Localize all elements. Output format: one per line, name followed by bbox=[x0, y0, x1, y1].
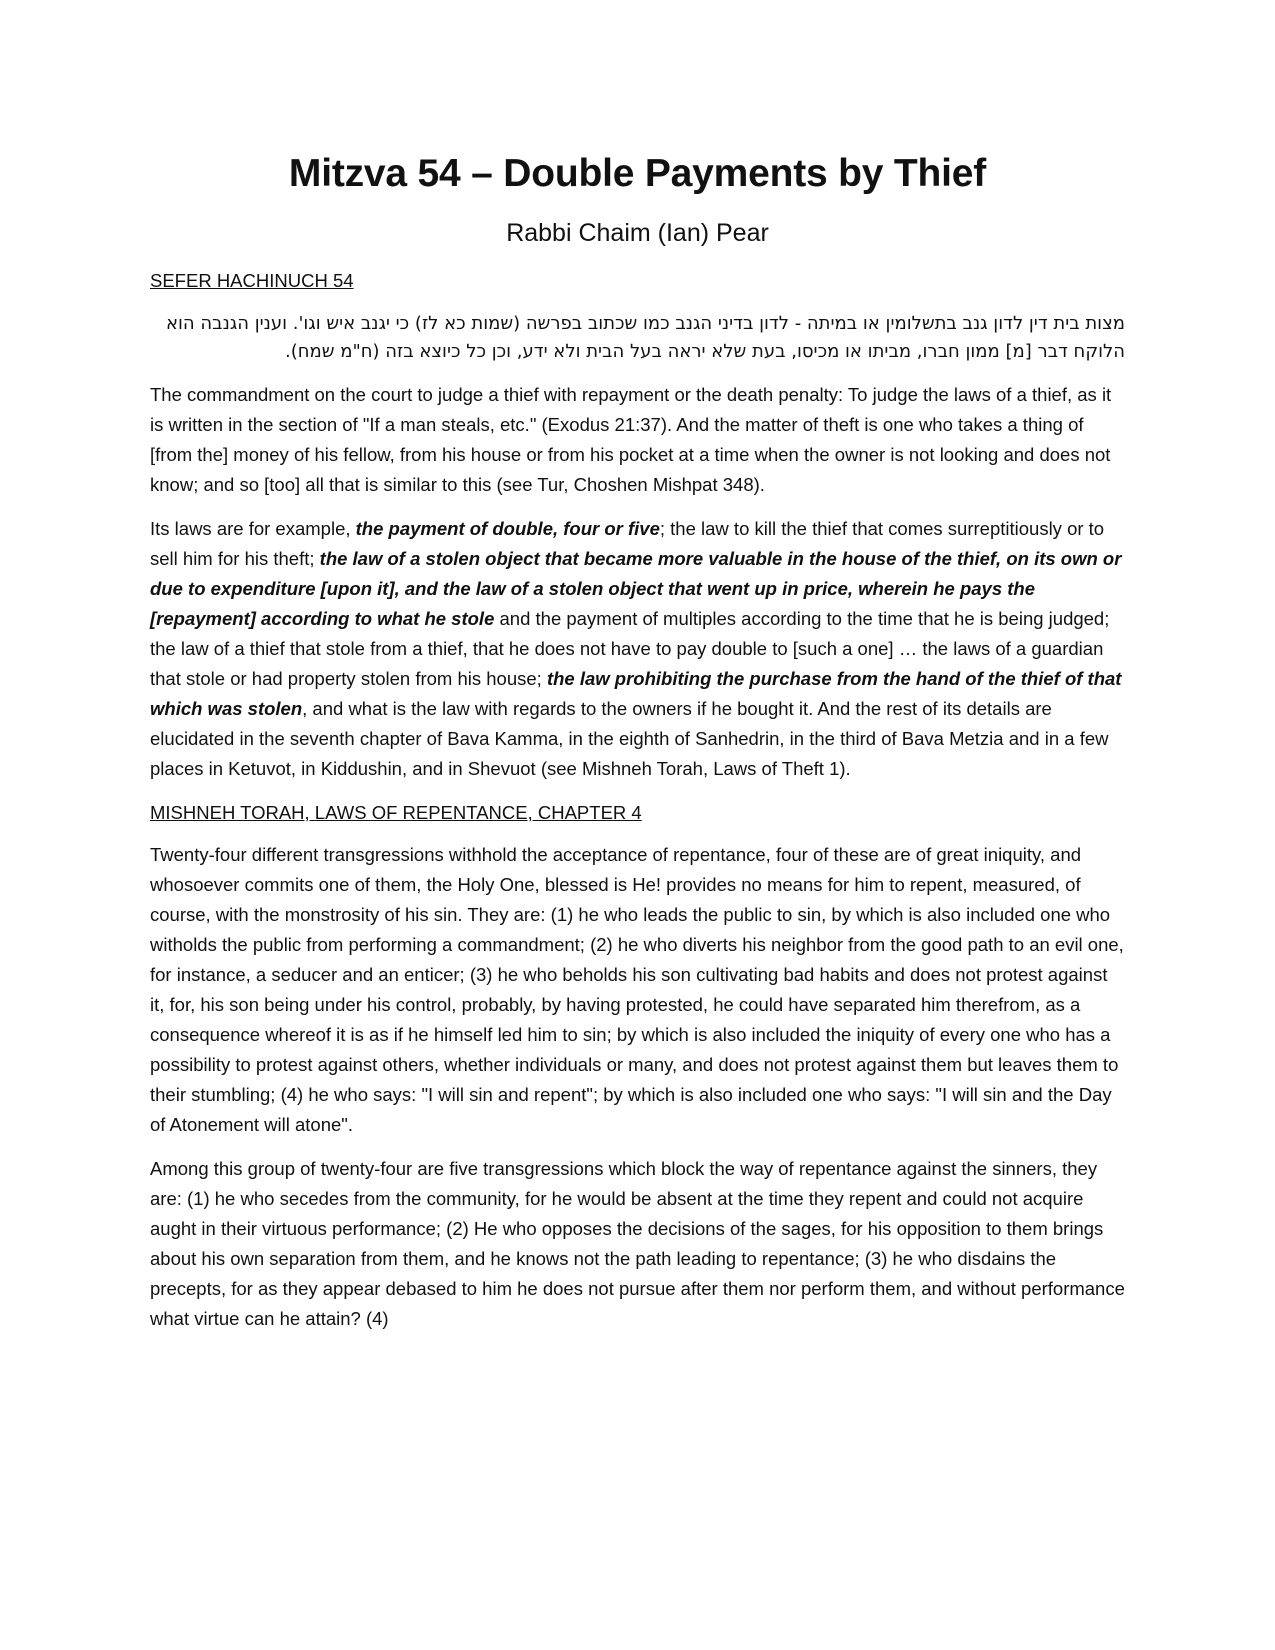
section-heading-sefer-hachinuch: SEFER HACHINUCH 54 bbox=[150, 270, 354, 291]
laws-emphasis: the law of a stolen object that became more valuable in the house of the thief, on its own or due to expenditure [upon it], and the law of a stolen object that went up in price, wherein he pays the [repayment] according to what he stole bbox=[150, 548, 1122, 629]
laws-paragraph bbox=[150, 514, 1125, 784]
translation-paragraph: The commandment on the court to judge a thief with repayment or the death penalty: To judge the laws of a thief, as it is written in the section of "If a man steals, etc." (Exodus 21:37). And the matter of theft is one who takes a thing of [from the] money of his fellow, from his house or from his pocket at a time when the owner is not looking and does not know; and so [too] all that is similar to this (see Tur, Choshen Mishpat 348). bbox=[150, 384, 1112, 495]
page-title: Mitzva 54 – Double Payments by Thief bbox=[288, 152, 987, 195]
repentance-paragraph-1: Twenty-four different transgressions withhold the acceptance of repentance, four of these are of great iniquity, and whosoever commits one of them, the Holy One, blessed is He! provides no means for him to repent, measured, of course, with the monstrosity of his sin. They are: (1) he who leads the public to sin, by which is also included one who witholds the public from performing a commandment; (2) he who diverts his neighbor from the good path to an evil one, for instance, a seducer and an enticer; (3) he who beholds his son cultivating bad habits and does not protest against it, for, his son being under his control, probably, by having protested, he could have separated him therefrom, as a consequence whereof it is as if he himself led him to sin; by which is also included the iniquity of every one who has a possibility to protest against others, whether individuals or many, and does not protest against them but leaves them to their stumbling; (4) he who says: "I will sin and repent"; by which is also included one who says: "I will sin and the Day of Atonement will atone". bbox=[150, 844, 1124, 1135]
laws-text: Its laws are for example, bbox=[150, 518, 356, 539]
document-page bbox=[150, 150, 1125, 1334]
repentance-paragraph-2: Among this group of twenty-four are five transgressions which block the way of repentance against the sinners, they are: (1) he who secedes from the community, for he would be absent at the time they repent and could not acquire aught in their virtuous performance; (2) He who opposes the decisions of the sages, for his opposition to them brings about his own separation from them, and he knows not the path leading to repentance; (3) he who disdains the precepts, for as they appear debased to him he does not pursue after them nor perform them, and without performance what virtue can he attain? (4) bbox=[150, 1158, 1125, 1329]
laws-text: and the payment of multiples according to the time that he is being judged; the law of a thief that stole from a thief, that he does not have to pay double to [such a one] … the laws of a guardian that stole or had property stolen from his house; bbox=[150, 608, 1110, 689]
laws-emphasis: the payment of double, four or five bbox=[355, 518, 660, 539]
author-name: Rabbi Chaim (Ian) Pear bbox=[506, 219, 769, 247]
section-heading-mishneh-torah: MISHNEH TORAH, LAWS OF REPENTANCE, CHAPTER 4 bbox=[150, 802, 642, 823]
laws-text: , and what is the law with regards to the owners if he bought it. And the rest of its details are elucidated in the seventh chapter of Bava Kamma, in the eighth of Sanhedrin, in the third of Bava Metzia and in a few places in Ketuvot, in Kiddushin, and in Shevuot (see Mishneh Torah, Laws of Theft 1). bbox=[150, 698, 1109, 779]
hebrew-source-text: מצות בית דין לדון גנב בתשלומין או במיתה - לדון בדיני הגנב כמו שכתוב בפרשה (שמות כא לז) כי יגנב איש וגו'. וענין הגנבה הוא הלוקח דבר [מ] ממון חברו, מביתו או מכיסו, בעת שלא יראה בעל הבית ולא ידע, וכן כל כיוצא בזה (ח"מ שמח). bbox=[166, 313, 1125, 362]
laws-emphasis: the law prohibiting the purchase from the hand of the thief of that which was stolen bbox=[150, 668, 1122, 719]
laws-text: ; the law to kill the thief that comes surreptitiously or to sell him for his theft; bbox=[150, 518, 1105, 569]
